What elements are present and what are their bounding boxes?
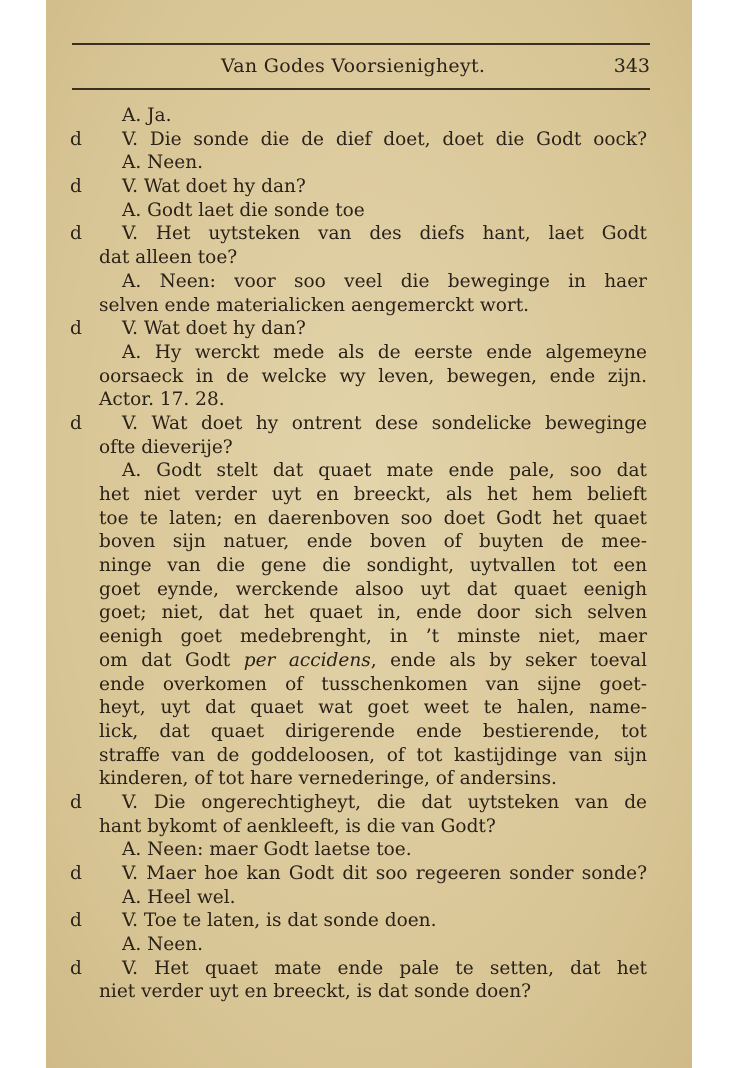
text-line bbox=[46, 199, 692, 223]
line-text: V. Wat doet hy ontrent dese sondelicke beweginge bbox=[122, 412, 647, 434]
line-text: A. Ja. bbox=[122, 105, 172, 126]
line-text-part: , ende als by seker toeval bbox=[370, 649, 647, 671]
text-line bbox=[46, 459, 692, 483]
margin-marker: d bbox=[70, 412, 82, 434]
line-text bbox=[99, 649, 647, 673]
line-text: V. Toe te laten, is dat sonde doen. bbox=[122, 910, 437, 932]
line-text: goet; niet, dat het quaet in, ende door sich selven bbox=[99, 602, 647, 624]
text-line bbox=[46, 791, 692, 815]
text-line bbox=[46, 838, 692, 862]
line-text: A. Heel wel. bbox=[122, 886, 236, 908]
text-line bbox=[46, 365, 692, 389]
text-line bbox=[46, 317, 692, 341]
margin-marker: d bbox=[70, 176, 82, 198]
text-line bbox=[46, 673, 692, 697]
line-text: niet verder uyt en breeckt, is dat sonde doen? bbox=[99, 981, 532, 1003]
text-line bbox=[46, 483, 692, 507]
line-text: V. Het quaet mate ende pale te setten, dat het bbox=[122, 957, 647, 979]
body-text bbox=[46, 104, 692, 1004]
line-text: eenigh goet medebrenght, in ’t minste niet, maer bbox=[99, 626, 647, 648]
text-line bbox=[46, 412, 692, 436]
line-text: lick, dat quaet dirigerende ende bestierende, tot bbox=[99, 720, 647, 742]
text-line bbox=[46, 933, 692, 957]
text-line bbox=[46, 246, 692, 270]
margin-marker: d bbox=[70, 791, 82, 813]
text-line bbox=[46, 625, 692, 649]
line-text: oorsaeck in de welcke wy leven, bewegen, ende zijn. bbox=[99, 365, 647, 387]
text-line bbox=[46, 767, 692, 791]
text-line bbox=[46, 128, 692, 152]
text-line bbox=[46, 886, 692, 910]
margin-marker: d bbox=[70, 910, 82, 932]
text-line bbox=[46, 294, 692, 318]
line-text: ofte dieverije? bbox=[99, 436, 233, 458]
text-line bbox=[46, 957, 692, 981]
text-line bbox=[46, 436, 692, 460]
header-rule-top bbox=[72, 43, 650, 45]
line-text: V. Wat doet hy dan? bbox=[122, 176, 306, 198]
text-line bbox=[46, 862, 692, 886]
text-line bbox=[46, 909, 692, 933]
line-text: goet eynde, werckende alsoo uyt dat quaet eenigh bbox=[99, 578, 647, 600]
line-text: Actor. 17. 28. bbox=[99, 389, 225, 411]
text-line bbox=[46, 649, 692, 673]
text-line bbox=[46, 578, 692, 602]
text-line bbox=[46, 696, 692, 720]
margin-marker: d bbox=[70, 223, 82, 245]
line-text: selven ende materialicken aengemerckt wort. bbox=[99, 294, 530, 316]
line-text: A. Neen: voor soo veel die beweginge in haer bbox=[122, 270, 647, 292]
text-line bbox=[46, 980, 692, 1004]
line-text: V. Het uytsteken van des diefs hant, laet Godt bbox=[122, 223, 647, 245]
line-text-part: om dat Godt bbox=[99, 649, 244, 671]
line-text: het niet verder uyt en breeckt, als het hem belieft bbox=[99, 484, 647, 505]
line-text: A. Neen. bbox=[122, 934, 204, 956]
line-text: A. Godt laet die sonde toe bbox=[122, 199, 365, 221]
line-text: A. Godt stelt dat quaet mate ende pale, soo dat bbox=[122, 460, 647, 482]
margin-marker: d bbox=[70, 957, 82, 979]
line-text: A. Neen: maer Godt laetse toe. bbox=[122, 839, 412, 861]
text-line bbox=[46, 815, 692, 839]
text-line bbox=[46, 222, 692, 246]
text-line bbox=[46, 530, 692, 554]
line-text: hant bykomt of aenkleeft, is die van Godt? bbox=[99, 815, 496, 837]
line-text: toe te laten; en daerenboven soo doet Godt het quaet bbox=[99, 507, 647, 529]
text-line bbox=[46, 151, 692, 175]
line-text: straffe van de goddeloosen, of tot kastijdinge van sijn bbox=[99, 744, 647, 766]
text-line bbox=[46, 507, 692, 531]
header-rule-bottom bbox=[72, 88, 650, 90]
text-line bbox=[46, 720, 692, 744]
text-line bbox=[46, 341, 692, 365]
line-text: boven sijn natuer, ende boven of buyten de mee- bbox=[99, 531, 647, 553]
running-head: Van Godes Voorsienigheyt. bbox=[221, 55, 486, 77]
text-line bbox=[46, 601, 692, 625]
text-line bbox=[46, 175, 692, 199]
line-text: ninge van die gene die sondight, uytvallen tot een bbox=[99, 555, 647, 577]
text-line bbox=[46, 270, 692, 294]
line-text: V. Wat doet hy dan? bbox=[122, 318, 306, 340]
italic-phrase: per accidens bbox=[243, 649, 371, 671]
text-line bbox=[46, 388, 692, 412]
line-text: heyt, uyt dat quaet wat goet weet te halen, name- bbox=[99, 697, 647, 719]
line-text: kinderen, of tot hare vernederinge, of andersins. bbox=[99, 768, 557, 790]
line-text: V. Die sonde die de dief doet, doet die Godt oock? bbox=[122, 128, 647, 150]
line-text: V. Maer hoe kan Godt dit soo regeeren sonder sonde? bbox=[122, 863, 647, 884]
line-text: A. Neen. bbox=[122, 152, 204, 174]
margin-marker: d bbox=[70, 863, 82, 884]
text-line bbox=[46, 104, 692, 128]
text-line bbox=[46, 554, 692, 578]
line-text: ende overkomen of tusschenkomen van sijne goet- bbox=[99, 673, 647, 695]
line-text: dat alleen toe? bbox=[99, 247, 238, 269]
margin-marker: d bbox=[70, 318, 82, 340]
page-number: 343 bbox=[613, 55, 650, 77]
book-page bbox=[46, 0, 692, 1068]
line-text: V. Die ongerechtigheyt, die dat uytsteken van de bbox=[122, 791, 647, 813]
text-line bbox=[46, 744, 692, 768]
margin-marker: d bbox=[70, 128, 82, 150]
line-text: A. Hy werckt mede als de eerste ende algemeyne bbox=[122, 341, 647, 363]
